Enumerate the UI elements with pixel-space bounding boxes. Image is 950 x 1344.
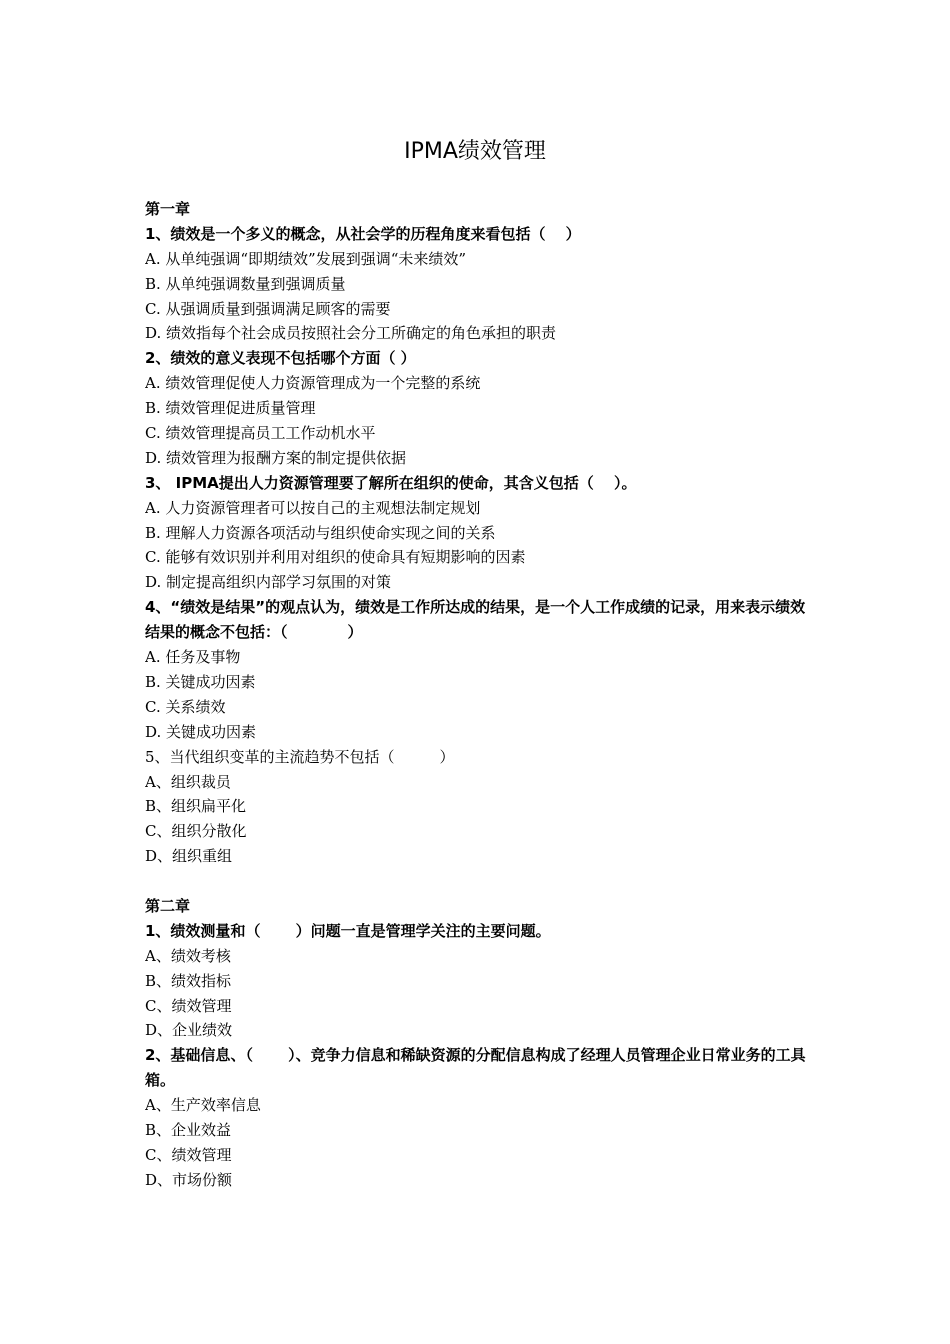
chapter-heading: 第二章 bbox=[145, 896, 191, 915]
question-text: 1、绩效测量和（ ）问题一直是管理学关注的主要问题。 bbox=[145, 921, 551, 940]
question-text: 3、 IPMA提出人力资源管理要了解所在组织的使命，其含义包括（ ）。 bbox=[145, 473, 637, 492]
answer-option: C. 绩效管理提高员工工作动机水平 bbox=[145, 424, 376, 443]
answer-option: B. 绩效管理促进质量管理 bbox=[145, 399, 316, 418]
chapter-heading: 第一章 bbox=[145, 200, 191, 218]
answer-option: D. 关键成功因素 bbox=[145, 722, 257, 741]
answer-option: C、绩效管理 bbox=[145, 996, 232, 1015]
answer-option: B、绩效指标 bbox=[145, 971, 232, 990]
answer-option: B、组织扁平化 bbox=[145, 797, 247, 816]
answer-option: C. 关系绩效 bbox=[145, 697, 226, 716]
answer-option: A、绩效考核 bbox=[145, 946, 231, 965]
document-title: IPMA绩效管理 bbox=[404, 139, 546, 164]
answer-option: D、市场份额 bbox=[145, 1170, 233, 1189]
answer-option: D. 绩效指每个社会成员按照社会分工所确定的角色承担的职责 bbox=[145, 324, 557, 343]
question-text: 5、当代组织变革的主流趋势不包括（ ） bbox=[145, 747, 455, 766]
question-text: 2、绩效的意义表现不包括哪个方面（ ） bbox=[145, 349, 416, 368]
answer-option: A、组织裁员 bbox=[145, 772, 231, 791]
answer-option: A、生产效率信息 bbox=[145, 1096, 261, 1115]
question-text: 4、“绩效是结果”的观点认为，绩效是工作所达成的结果，是一个人工作成绩的记录，用来表示绩效结果的概念不包括：（ ） bbox=[145, 598, 806, 642]
answer-option: B. 从单纯强调数量到强调质量 bbox=[145, 274, 346, 293]
answer-option: B. 关键成功因素 bbox=[145, 672, 256, 691]
answer-option: D. 绩效管理为报酬方案的制定提供依据 bbox=[145, 448, 407, 467]
answer-option: A. 绩效管理促使人力资源管理成为一个完整的系统 bbox=[145, 374, 481, 393]
answer-option: B. 理解人力资源各项活动与组织使命实现之间的关系 bbox=[145, 523, 496, 542]
question-text: 1、绩效是一个多义的概念，从社会学的历程角度来看包括（ ） bbox=[145, 224, 581, 243]
section-spacer bbox=[145, 869, 817, 894]
answer-option: B、企业效益 bbox=[145, 1121, 232, 1140]
document-body bbox=[145, 197, 817, 1193]
answer-option: C. 能够有效识别并利用对组织的使命具有短期影响的因素 bbox=[145, 548, 526, 567]
answer-option: C. 从强调质量到强调满足顾客的需要 bbox=[145, 299, 391, 318]
answer-option: D. 制定提高组织内部学习氛围的对策 bbox=[145, 573, 392, 592]
answer-option: D、组织重组 bbox=[145, 847, 233, 866]
answer-option: A. 从单纯强调“即期绩效”发展到强调“未来绩效” bbox=[145, 249, 467, 268]
answer-option: D、企业绩效 bbox=[145, 1021, 233, 1040]
answer-option: C、绩效管理 bbox=[145, 1145, 232, 1164]
question-text: 2、基础信息、（ ）、竞争力信息和稀缺资源的分配信息构成了经理人员管理企业日常业务的工具箱。 bbox=[145, 1046, 806, 1090]
answer-option: A. 任务及事物 bbox=[145, 648, 241, 667]
answer-option: A. 人力资源管理者可以按自己的主观想法制定规划 bbox=[145, 498, 481, 517]
answer-option: C、组织分散化 bbox=[145, 822, 247, 841]
